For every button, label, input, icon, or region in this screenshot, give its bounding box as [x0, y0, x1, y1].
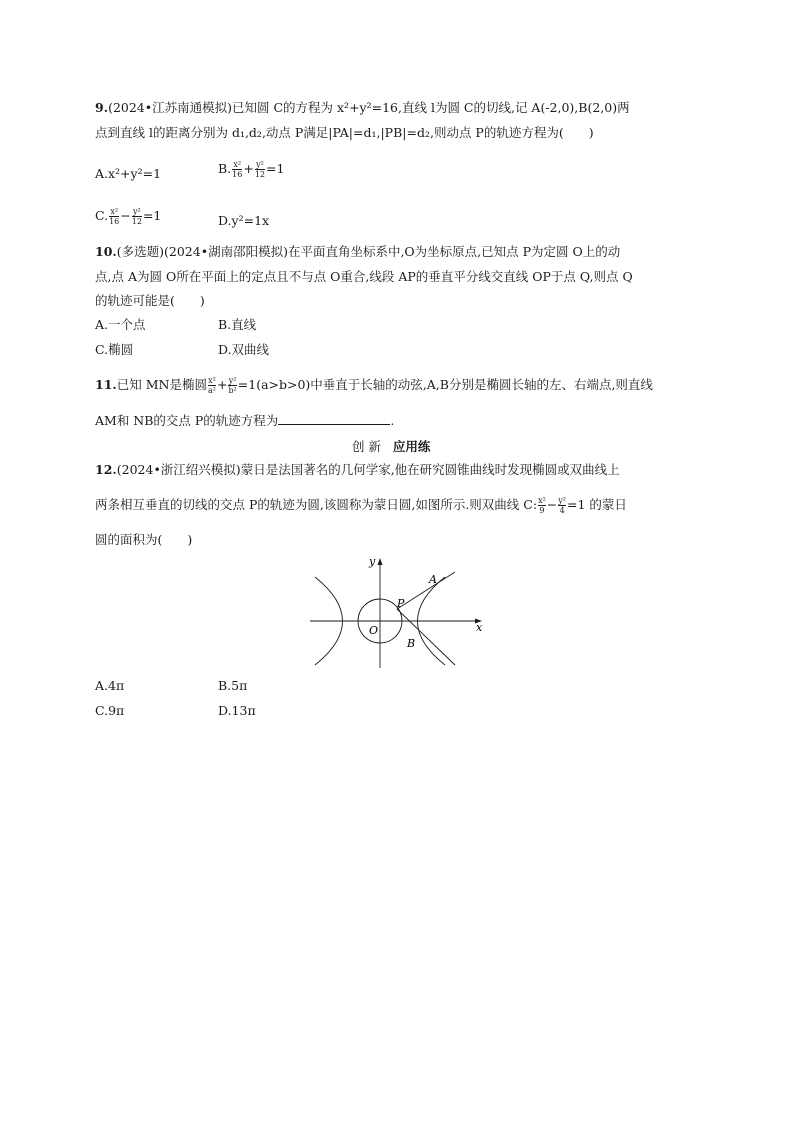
fraction: $\frac{\text{y²}}{12}$ [254, 160, 266, 179]
q12-option-b: B.5π [218, 678, 248, 693]
q9-option-d: D.y²=1x [218, 213, 270, 228]
tangent-line-upper [397, 572, 455, 609]
q9-number: 9. [95, 100, 109, 115]
fraction: $\frac{\text{x²}}{16}$ [109, 207, 120, 226]
q10-option-a: A.一个点 [95, 317, 146, 332]
q12-option-a: A.4π [95, 678, 125, 693]
fraction: $\frac{\text{x²}}{9}$ [538, 496, 546, 515]
fraction: $\frac{\text{y²}}{4}$ [558, 496, 566, 515]
label-p: P [397, 597, 405, 610]
q9-option-c: C. $\frac{\text{x²}}{16}$ − $\frac{\text{y²}}{12}$ =1 [95, 207, 162, 226]
label-b: B [407, 637, 416, 650]
section-title-left: 创 新 [352, 439, 381, 454]
q10-text-line3: 的轨迹可能是( ) [95, 293, 205, 308]
q10-text-line1: (多选题)(2024•湖南邵阳模拟)在平面直角坐标系中,O为坐标原点,已知点 P为定圆 O上的动 [116, 244, 621, 259]
q11-line1: 11.已知 MN是椭圆 $\frac{\text{x²}}{\text{a²}}$ + $\frac{\text{y²}}{\text{b²}}$ =1(a>b>0)中垂直于长轴的动弦,A,B分别是椭圆长轴的左、右端点,则直线 [95, 376, 653, 395]
q10-option-b: B.直线 [218, 317, 257, 332]
answer-blank[interactable] [278, 412, 390, 425]
section-title [352, 437, 430, 455]
q12-text-line1: (2024•浙江绍兴模拟)蒙日是法国著名的几何学家,他在研究圆锥曲线时发现椭圆或双曲线上 [116, 462, 620, 477]
label-origin: O [369, 624, 379, 637]
q12-option-c: C.9π [95, 703, 125, 718]
label-x: x [476, 621, 483, 634]
section-title-right: 应用练 [392, 439, 431, 454]
fraction: $\frac{\text{y²}}{\text{b²}}$ [228, 376, 237, 395]
fraction: $\frac{\text{x²}}{\text{a²}}$ [207, 376, 216, 395]
q12-line1 [95, 462, 620, 478]
label-y: y [369, 555, 376, 568]
label-a: A [429, 573, 437, 586]
q10-text-line2: 点,点 A为圆 O所在平面上的定点且不与点 O重合,线段 AP的垂直平分线交直线 OP于点 Q,则点 Q [95, 269, 633, 284]
q10-line1 [95, 244, 620, 260]
q11-number: 11. [95, 377, 117, 392]
q10-option-d: D.双曲线 [218, 342, 270, 357]
q12-option-d: D.13π [218, 703, 256, 718]
monge-circle-figure [300, 550, 500, 670]
q10-option-c: C.椭圆 [95, 342, 134, 357]
y-axis-arrow [378, 558, 383, 565]
q9-option-a: A.x²+y²=1 [95, 166, 162, 181]
q12-line2: 两条相互垂直的切线的交点 P的轨迹为圆,该圆称为蒙日圆,如图所示.则双曲线 C: $\frac{\text{x²}}{9}$ − $\frac{\text{y²}}{4}$ =1 的蒙日 [95, 496, 627, 515]
q9-text-line1: (2024•江苏南通模拟)已知圆 C的方程为 x²+y²=16,直线 l为圆 C的切线,记 A(-2,0),B(2,0)两 [108, 100, 630, 115]
tangent-line-lower [397, 609, 455, 665]
q10-number: 10. [95, 244, 117, 259]
fraction: $\frac{\text{x²}}{16}$ [232, 160, 243, 179]
q11-line2: AM和 NB的交点 P的轨迹方程为 . [95, 413, 395, 428]
fraction: $\frac{\text{y²}}{12}$ [131, 207, 142, 226]
q9-option-b: B. $\frac{\text{x²}}{16}$ + $\frac{\text{y²}}{12}$ =1 [218, 160, 285, 179]
q9-line1 [95, 100, 630, 116]
q9-text-line2: 点到直线 l的距离分别为 d₁,d₂,动点 P满足|PA|=d₁,|PB|=d₂,则动点 P的轨迹方程为( ) [95, 125, 594, 140]
q12-text-line3: 圆的面积为( ) [95, 532, 193, 547]
q12-number: 12. [95, 462, 117, 477]
